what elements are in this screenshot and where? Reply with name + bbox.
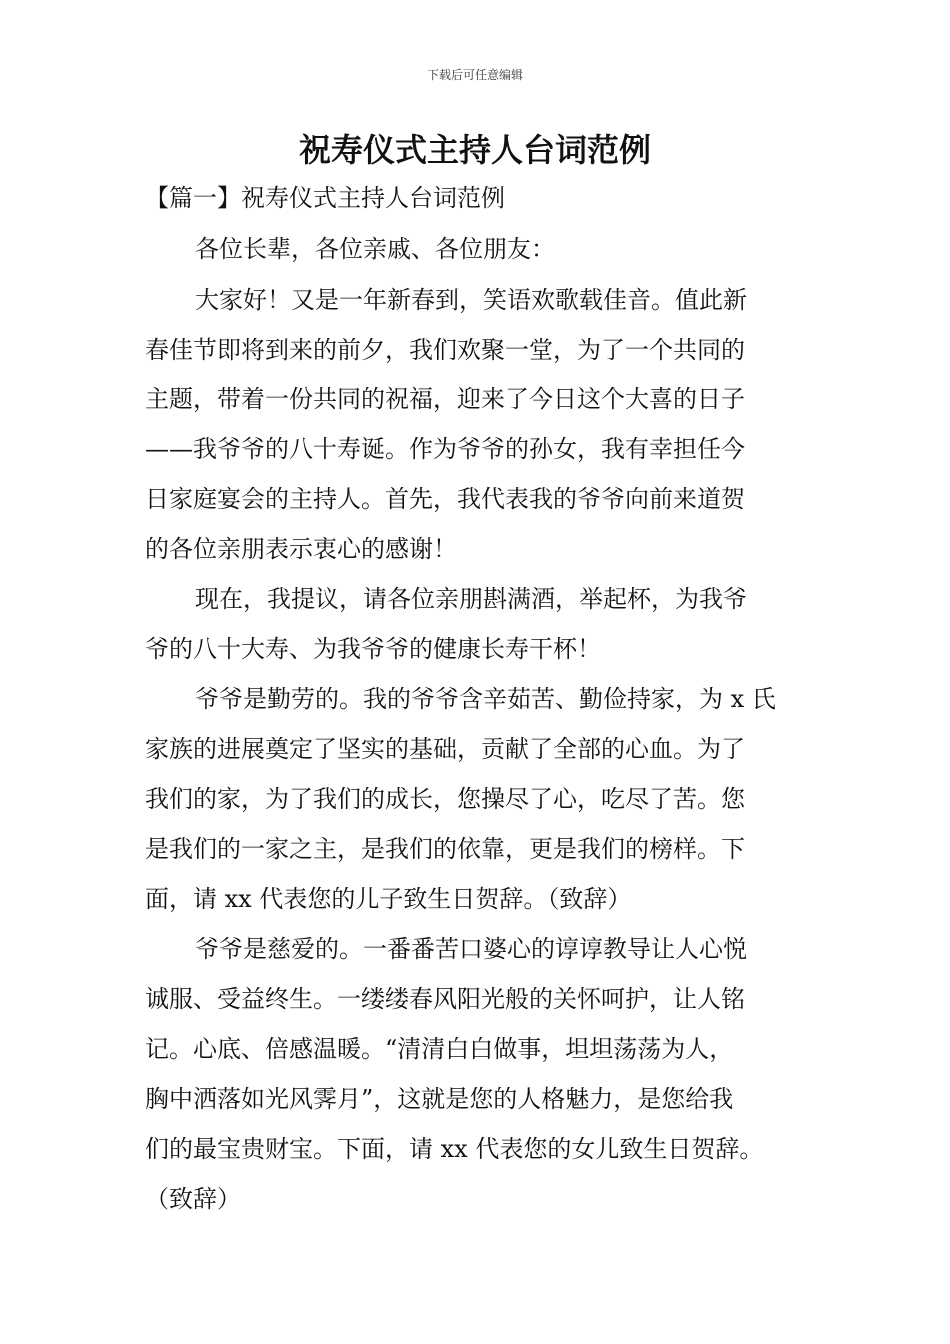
body-line: 爷爷是勤劳的。我的爷爷含辛茹苦、勤俭持家，为 x 氏 xyxy=(195,685,776,713)
body-line: 我们的家，为了我们的成长，您操尽了心，吃尽了苦。您 xyxy=(145,785,745,813)
body-line: 是我们的一家之主，是我们的依靠，更是我们的榜样。下 xyxy=(145,835,745,863)
document-title: 祝寿仪式主持人台词范例 xyxy=(298,131,651,169)
body-line: 胸中洒落如光风霁月”，这就是您的人格魅力，是您给我 xyxy=(145,1085,734,1113)
body-line: 记。心底、倍感温暖。“清清白白做事，坦坦荡荡为人， xyxy=(145,1035,734,1063)
body-line: 的各位亲朋表示衷心的感谢！ xyxy=(145,535,457,563)
body-line: 日家庭宴会的主持人。首先，我代表我的爷爷向前来道贺 xyxy=(145,485,745,513)
body-line: 爷爷是慈爱的。一番番苦口婆心的谆谆教导让人心悦 xyxy=(195,935,747,963)
body-line: 各位长辈，各位亲戚、各位朋友： xyxy=(195,235,555,263)
body-line: 爷的八十大寿、为我爷爷的健康长寿干杯！ xyxy=(145,635,601,663)
body-line: 家族的进展奠定了坚实的基础，贡献了全部的心血。为了 xyxy=(145,735,745,763)
body-line: 们的最宝贵财宝。下面，请 xx 代表您的女儿致生日贺辞。 xyxy=(145,1135,764,1163)
header-note: 下载后可任意编辑 xyxy=(426,68,523,82)
body-line: （致辞） xyxy=(145,1185,241,1213)
body-line: 现在，我提议，请各位亲朋斟满酒，举起杯，为我爷 xyxy=(195,585,747,613)
body-line: 诚服、受益终生。一缕缕春风阳光般的关怀呵护，让人铭 xyxy=(145,985,745,1013)
section-heading: 【篇一】祝寿仪式主持人台词范例 xyxy=(145,184,505,212)
body-line: 主题，带着一份共同的祝福，迎来了今日这个大喜的日子 xyxy=(145,385,745,413)
body-line: 春佳节即将到来的前夕，我们欢聚一堂，为了一个共同的 xyxy=(145,336,745,364)
body-line: ——我爷爷的八十寿诞。作为爷爷的孙女，我有幸担任今 xyxy=(145,435,745,463)
body-line: 面，请 xx 代表您的儿子致生日贺辞。（致辞） xyxy=(145,885,632,913)
body-line: 大家好！又是一年新春到，笑语欢歌载佳音。值此新 xyxy=(195,286,747,314)
